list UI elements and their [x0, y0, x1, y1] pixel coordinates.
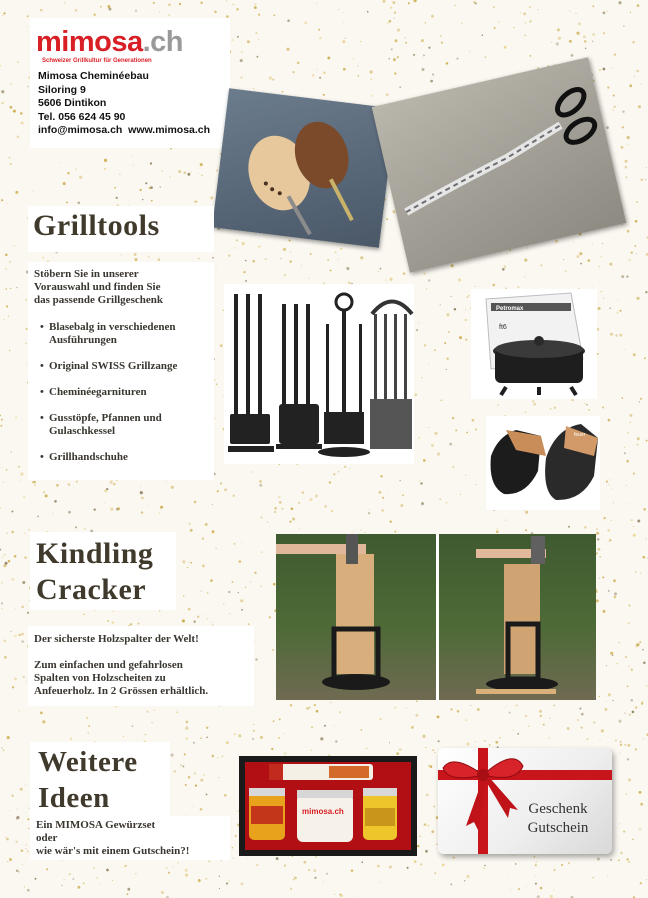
box-model-label: ft6 [499, 324, 507, 331]
gift-voucher-card [438, 748, 612, 854]
street-address: Siloring 9 [38, 83, 86, 96]
grilltools-list [40, 321, 212, 477]
spice-jar-label: mimosa.ch [302, 807, 344, 816]
city-address: 5606 Dintikon [38, 97, 107, 109]
fireplace-tool-sets-photo [224, 284, 414, 464]
kindling-description: Zum einfachen und gefahrlosen Spalten von Holzscheiten zu Anfeuerholz. In 2 Grössen erhältlich. [34, 659, 209, 697]
email-and-website[interactable]: info@mimosa.ch www.mimosa.ch [38, 124, 211, 136]
glove-brand-label: feuer [574, 432, 586, 438]
dutch-oven-photo [471, 289, 597, 399]
list-item: • Blasebalg in verschiedenen Ausführungen [40, 321, 212, 347]
brand-tagline: Schweizer Grillkultur für Generationen [42, 58, 152, 64]
kindling-headline: Der sicherste Holzspalter der Welt! [34, 633, 199, 645]
petromax-box-label: Petromax [496, 306, 524, 312]
kindling-cracker-photo [276, 534, 596, 700]
list-item: • Cheminéegarnituren [40, 386, 212, 399]
spice-set-photo [239, 756, 417, 856]
brand-logo[interactable]: mimosa.ch [36, 26, 184, 58]
grill-gloves-photo [486, 416, 600, 510]
list-item: • Original SWISS Grillzange [40, 360, 212, 373]
grilltools-heading: Grilltools [33, 209, 160, 242]
ideas-description: Ein MIMOSA Gewürzset oder wie wär's mit einem Gutschein?! [36, 819, 190, 857]
company-name: Mimosa Cheminéebau [38, 70, 149, 82]
gift-voucher-label: Geschenk Gutschein [527, 801, 589, 836]
phone-number: Tel. 056 624 45 90 [38, 110, 126, 123]
kindling-heading: Kindling Cracker [36, 537, 154, 606]
contact-block [38, 70, 210, 138]
bellows-photo [212, 88, 396, 247]
grilltools-intro: Stöbern Sie in unserer Vorauswahl und finden Sie das passende Grillgeschenk [34, 268, 163, 306]
header-panel [30, 18, 230, 148]
ideas-heading: Weitere Ideen [38, 746, 138, 814]
list-item: • Gusstöpfe, Pfannen und Gulaschkessel [40, 412, 212, 438]
list-item: • Grillhandschuhe [40, 451, 212, 464]
